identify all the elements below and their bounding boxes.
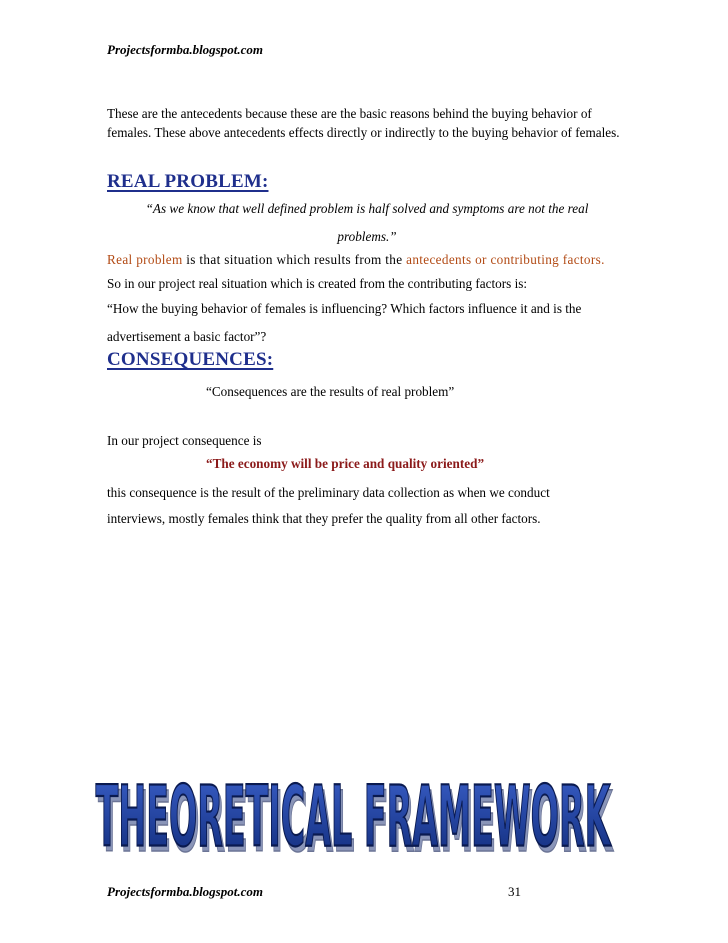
real-problem-definition: [107, 252, 605, 268]
wordart-text: THEORETICAL FRAMEWORK: [95, 769, 612, 865]
real-problem-quote-line2: problems.”: [337, 229, 397, 244]
project-situation-line: So in our project real situation which is created from the contributing factors is:: [107, 276, 528, 291]
page-number: 31: [508, 884, 521, 899]
page-header: Projectsformba.blogspot.com: [107, 42, 263, 57]
definition-accent: antecedents or contributing factors.: [406, 252, 605, 267]
theoretical-framework-wordart: [88, 735, 618, 865]
consequence-explanation-line1: this consequence is the result of the preliminary data collection as when we conduct: [107, 485, 550, 500]
research-question-line1: “How the buying behavior of females is influencing? Which factors influence it and is the: [107, 301, 582, 316]
intro-paragraph: These are the antecedents because these are the basic reasons behind the buying behavior of females. These above antecedents effects directly or indirectly to the buying behavior of females.: [107, 106, 620, 140]
consequence-statement: “The economy will be price and quality oriented”: [206, 456, 485, 471]
consequence-explanation-line2: interviews, mostly females think that they prefer the quality from all other factors.: [107, 511, 541, 526]
wordart-graphic: [88, 735, 618, 865]
real-problem-quote-line1: “As we know that well defined problem is half solved and symptoms are not the real: [145, 201, 589, 216]
research-question-line2: advertisement a basic factor”?: [107, 329, 267, 344]
consequences-quote: “Consequences are the results of real problem”: [206, 384, 455, 399]
page-footer: Projectsformba.blogspot.com: [107, 884, 263, 899]
consequences-heading: CONSEQUENCES:: [107, 349, 274, 370]
definition-middle: is that situation which results from the: [182, 252, 407, 267]
definition-term: Real problem: [107, 252, 183, 267]
wordart-shadow: THEORETICAL FRAMEWORK: [97, 774, 615, 865]
consequence-intro: In our project consequence is: [107, 433, 262, 448]
real-problem-heading: REAL PROBLEM:: [107, 171, 269, 192]
